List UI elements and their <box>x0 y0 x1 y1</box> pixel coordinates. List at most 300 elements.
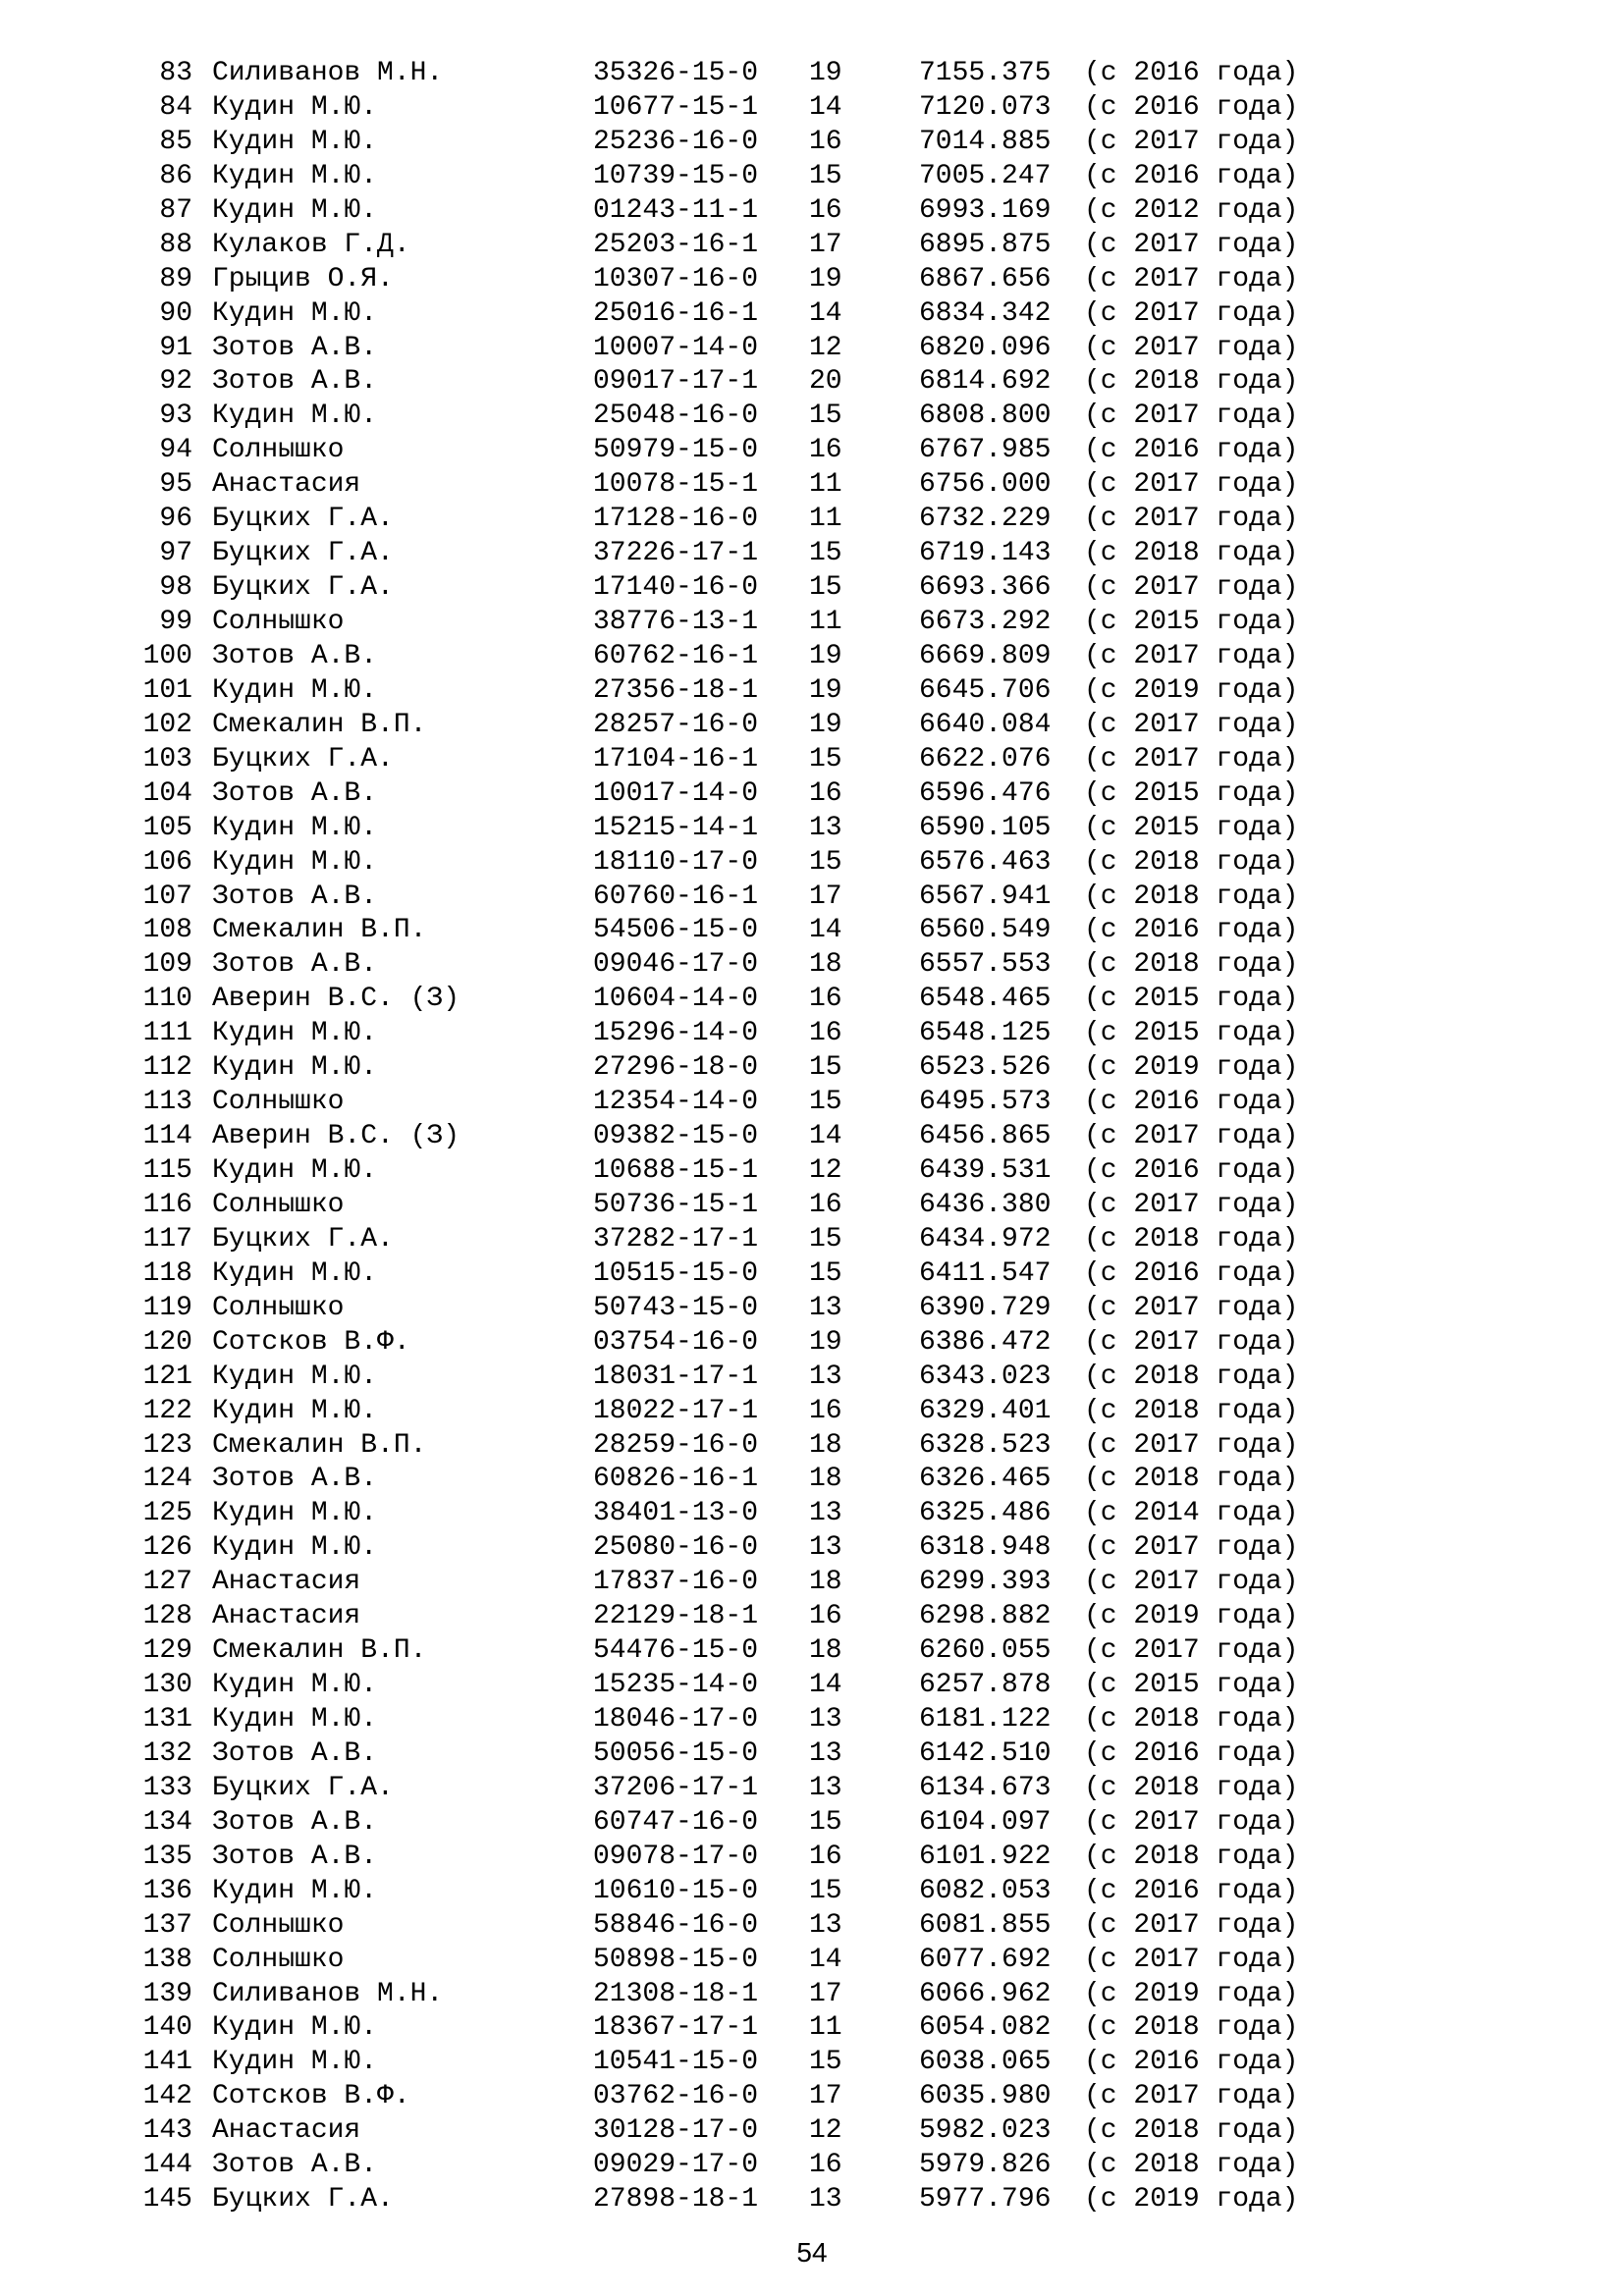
list-row <box>0 1257 1624 1292</box>
score-value: 6523.526 <box>919 1052 1052 1084</box>
record-code: 18367-17-1 <box>593 2012 759 2044</box>
count-value: 15 <box>809 1223 842 1255</box>
count-value: 15 <box>809 1257 842 1289</box>
list-row <box>0 606 1624 640</box>
score-value: 5979.826 <box>919 2150 1052 2181</box>
since-year: (с 2017 года) <box>1084 263 1299 294</box>
score-value: 6808.800 <box>919 400 1052 432</box>
since-year: (с 2017 года) <box>1084 229 1299 260</box>
list-row <box>0 537 1624 571</box>
author-name: Буцких Г.А. <box>212 743 394 774</box>
score-value: 6814.692 <box>919 366 1052 398</box>
author-name: Силиванов М.Н. <box>212 58 444 88</box>
score-value: 6260.055 <box>919 1635 1052 1667</box>
score-value: 6054.082 <box>919 2012 1052 2044</box>
row-number: 83 <box>159 58 192 88</box>
record-code: 09382-15-0 <box>593 1121 759 1152</box>
author-name: Кудин М.Ю. <box>212 1704 378 1735</box>
score-value: 6756.000 <box>919 469 1052 501</box>
since-year: (с 2019 года) <box>1084 1978 1299 2009</box>
record-code: 17104-16-1 <box>593 743 759 774</box>
author-name: Кудин М.Ю. <box>212 160 378 191</box>
since-year: (с 2017 года) <box>1084 469 1299 501</box>
score-value: 6329.401 <box>919 1395 1052 1426</box>
author-name: Аверин В.С. (З) <box>212 1121 460 1152</box>
record-code: 17140-16-0 <box>593 572 759 604</box>
row-number: 94 <box>159 435 192 466</box>
since-year: (с 2018 года) <box>1084 949 1299 981</box>
score-value: 7005.247 <box>919 160 1052 191</box>
record-code: 10610-15-0 <box>593 1875 759 1906</box>
row-number: 130 <box>142 1670 192 1701</box>
since-year: (с 2018 года) <box>1084 1395 1299 1426</box>
since-year: (с 2015 года) <box>1084 812 1299 843</box>
list-row <box>0 674 1624 709</box>
list-row <box>0 1017 1624 1051</box>
score-value: 6299.393 <box>919 1567 1052 1598</box>
row-number: 97 <box>159 538 192 569</box>
score-value: 6673.292 <box>919 607 1052 637</box>
record-code: 10017-14-0 <box>593 777 759 809</box>
row-number: 123 <box>142 1429 192 1461</box>
author-name: Буцких Г.А. <box>212 1223 394 1255</box>
list-row <box>0 400 1624 434</box>
since-year: (с 2018 года) <box>1084 2012 1299 2044</box>
count-value: 13 <box>809 1772 842 1803</box>
score-value: 6560.549 <box>919 915 1052 946</box>
count-value: 18 <box>809 1635 842 1667</box>
score-value: 6548.125 <box>919 1018 1052 1049</box>
author-name: Зотов А.В. <box>212 640 378 671</box>
score-value: 6590.105 <box>919 812 1052 843</box>
count-value: 13 <box>809 1532 842 1564</box>
record-code: 03754-16-0 <box>593 1326 759 1358</box>
author-name: Кудин М.Ю. <box>212 1052 378 1084</box>
since-year: (с 2019 года) <box>1084 1601 1299 1632</box>
count-value: 15 <box>809 1052 842 1084</box>
row-number: 109 <box>142 949 192 981</box>
author-name: Буцких Г.А. <box>212 1772 394 1803</box>
row-number: 118 <box>142 1257 192 1289</box>
row-number: 117 <box>142 1223 192 1255</box>
row-number: 136 <box>142 1875 192 1906</box>
record-code: 10515-15-0 <box>593 1257 759 1289</box>
author-name: Зотов А.В. <box>212 366 378 398</box>
count-value: 18 <box>809 1567 842 1598</box>
row-number: 129 <box>142 1635 192 1667</box>
record-code: 58846-16-0 <box>593 1909 759 1941</box>
record-code: 18022-17-1 <box>593 1395 759 1426</box>
count-value: 19 <box>809 1326 842 1358</box>
since-year: (с 2017 года) <box>1084 1292 1299 1323</box>
count-value: 15 <box>809 538 842 569</box>
author-name: Солнышко <box>212 1292 345 1323</box>
list-row <box>0 1634 1624 1669</box>
score-value: 6325.486 <box>919 1498 1052 1529</box>
count-value: 17 <box>809 2081 842 2112</box>
record-code: 17128-16-0 <box>593 504 759 535</box>
list-row <box>0 263 1624 297</box>
since-year: (с 2016 года) <box>1084 91 1299 123</box>
count-value: 13 <box>809 812 842 843</box>
row-number: 103 <box>142 743 192 774</box>
since-year: (с 2016 года) <box>1084 1737 1299 1769</box>
author-name: Кудин М.Ю. <box>212 91 378 123</box>
record-code: 30128-17-0 <box>593 2115 759 2147</box>
list-row <box>0 1429 1624 1464</box>
row-number: 111 <box>142 1018 192 1049</box>
list-row <box>0 1154 1624 1189</box>
author-name: Кудин М.Ю. <box>212 2012 378 2044</box>
list-row <box>0 1978 1624 2012</box>
author-name: Силиванов М.Н. <box>212 1978 444 2009</box>
record-code: 50743-15-0 <box>593 1292 759 1323</box>
count-value: 16 <box>809 984 842 1015</box>
score-value: 6820.096 <box>919 332 1052 363</box>
list-row <box>0 1944 1624 1978</box>
count-value: 13 <box>809 1909 842 1941</box>
count-value: 19 <box>809 674 842 706</box>
row-number: 134 <box>142 1806 192 1838</box>
author-name: Кудин М.Ю. <box>212 1498 378 1529</box>
author-name: Кудин М.Ю. <box>212 1875 378 1906</box>
record-code: 10078-15-1 <box>593 469 759 501</box>
row-number: 87 <box>159 194 192 226</box>
score-value: 6326.465 <box>919 1464 1052 1495</box>
author-name: Кудин М.Ю. <box>212 1532 378 1564</box>
record-code: 35326-15-0 <box>593 58 759 88</box>
author-name: Зотов А.В. <box>212 1737 378 1769</box>
list-row <box>0 709 1624 743</box>
since-year: (с 2016 года) <box>1084 1087 1299 1118</box>
record-code: 15296-14-0 <box>593 1018 759 1049</box>
since-year: (с 2012 года) <box>1084 194 1299 226</box>
record-code: 25203-16-1 <box>593 229 759 260</box>
score-value: 6142.510 <box>919 1737 1052 1769</box>
record-code: 38401-13-0 <box>593 1498 759 1529</box>
list-row <box>0 1737 1624 1772</box>
score-value: 6557.553 <box>919 949 1052 981</box>
row-number: 99 <box>159 607 192 637</box>
record-code: 38776-13-1 <box>593 607 759 637</box>
row-number: 108 <box>142 915 192 946</box>
row-number: 98 <box>159 572 192 604</box>
record-code: 10688-15-1 <box>593 1155 759 1186</box>
record-code: 18110-17-0 <box>593 846 759 878</box>
score-value: 6495.573 <box>919 1087 1052 1118</box>
record-code: 54506-15-0 <box>593 915 759 946</box>
count-value: 13 <box>809 1361 842 1392</box>
author-name: Смекалин В.П. <box>212 1429 427 1461</box>
score-value: 6669.809 <box>919 640 1052 671</box>
count-value: 17 <box>809 881 842 912</box>
count-value: 12 <box>809 1155 842 1186</box>
record-code: 54476-15-0 <box>593 1635 759 1667</box>
list-row <box>0 1292 1624 1326</box>
list-row <box>0 1772 1624 1806</box>
since-year: (с 2018 года) <box>1084 1704 1299 1735</box>
since-year: (с 2018 года) <box>1084 1772 1299 1803</box>
since-year: (с 2017 года) <box>1084 504 1299 535</box>
score-value: 7014.885 <box>919 126 1052 157</box>
author-name: Зотов А.В. <box>212 881 378 912</box>
author-name: Кулаков Г.Д. <box>212 229 410 260</box>
list-row <box>0 640 1624 674</box>
count-value: 13 <box>809 1704 842 1735</box>
score-value: 6732.229 <box>919 504 1052 535</box>
row-number: 112 <box>142 1052 192 1084</box>
count-value: 17 <box>809 1978 842 2009</box>
row-number: 125 <box>142 1498 192 1529</box>
count-value: 16 <box>809 1601 842 1632</box>
count-value: 14 <box>809 915 842 946</box>
author-name: Сотсков В.Ф. <box>212 1326 410 1358</box>
row-number: 105 <box>142 812 192 843</box>
record-code: 27898-18-1 <box>593 2184 759 2216</box>
list-row <box>0 2046 1624 2080</box>
since-year: (с 2015 года) <box>1084 777 1299 809</box>
score-value: 6257.878 <box>919 1670 1052 1701</box>
record-code: 18046-17-0 <box>593 1704 759 1735</box>
since-year: (с 2016 года) <box>1084 2047 1299 2078</box>
score-value: 6038.065 <box>919 2047 1052 2078</box>
row-number: 139 <box>142 1978 192 2009</box>
list-row <box>0 1669 1624 1703</box>
author-name: Солнышко <box>212 1909 345 1941</box>
since-year: (с 2017 года) <box>1084 1944 1299 1975</box>
since-year: (с 2018 года) <box>1084 1223 1299 1255</box>
author-name: Зотов А.В. <box>212 332 378 363</box>
score-value: 6035.980 <box>919 2081 1052 2112</box>
count-value: 16 <box>809 435 842 466</box>
record-code: 18031-17-1 <box>593 1361 759 1392</box>
list-row <box>0 948 1624 983</box>
record-code: 09078-17-0 <box>593 1841 759 1872</box>
count-value: 18 <box>809 949 842 981</box>
record-code: 50056-15-0 <box>593 1737 759 1769</box>
since-year: (с 2016 года) <box>1084 915 1299 946</box>
author-name: Кудин М.Ю. <box>212 1018 378 1049</box>
score-value: 6993.169 <box>919 194 1052 226</box>
list-row <box>0 571 1624 606</box>
list-row <box>0 1361 1624 1395</box>
author-name: Кудин М.Ю. <box>212 1670 378 1701</box>
count-value: 18 <box>809 1429 842 1461</box>
author-name: Кудин М.Ю. <box>212 126 378 157</box>
author-name: Кудин М.Ю. <box>212 2047 378 2078</box>
record-code: 01243-11-1 <box>593 194 759 226</box>
since-year: (с 2017 года) <box>1084 1326 1299 1358</box>
list-row <box>0 332 1624 366</box>
score-value: 6181.122 <box>919 1704 1052 1735</box>
since-year: (с 2017 года) <box>1084 743 1299 774</box>
list-row <box>0 1600 1624 1634</box>
record-code: 17837-16-0 <box>593 1567 759 1598</box>
record-code: 15235-14-0 <box>593 1670 759 1701</box>
row-number: 85 <box>159 126 192 157</box>
since-year: (с 2017 года) <box>1084 332 1299 363</box>
score-value: 6328.523 <box>919 1429 1052 1461</box>
row-number: 100 <box>142 640 192 671</box>
score-value: 6436.380 <box>919 1189 1052 1220</box>
count-value: 20 <box>809 366 842 398</box>
row-number: 145 <box>142 2184 192 2216</box>
count-value: 13 <box>809 1737 842 1769</box>
list-row <box>0 57 1624 91</box>
count-value: 13 <box>809 1498 842 1529</box>
row-number: 124 <box>142 1464 192 1495</box>
row-number: 122 <box>142 1395 192 1426</box>
record-code: 60826-16-1 <box>593 1464 759 1495</box>
since-year: (с 2017 года) <box>1084 1429 1299 1461</box>
list-row <box>0 229 1624 263</box>
score-value: 6081.855 <box>919 1909 1052 1941</box>
score-value: 6640.084 <box>919 709 1052 740</box>
count-value: 14 <box>809 91 842 123</box>
record-code: 37282-17-1 <box>593 1223 759 1255</box>
record-code: 10307-16-0 <box>593 263 759 294</box>
since-year: (с 2018 года) <box>1084 1361 1299 1392</box>
list-row <box>0 1120 1624 1154</box>
author-name: Смекалин В.П. <box>212 709 427 740</box>
since-year: (с 2017 года) <box>1084 640 1299 671</box>
since-year: (с 2015 года) <box>1084 607 1299 637</box>
score-value: 6082.053 <box>919 1875 1052 1906</box>
row-number: 144 <box>142 2150 192 2181</box>
row-number: 142 <box>142 2081 192 2112</box>
author-name: Кудин М.Ю. <box>212 674 378 706</box>
score-value: 6434.972 <box>919 1223 1052 1255</box>
since-year: (с 2017 года) <box>1084 1532 1299 1564</box>
since-year: (с 2016 года) <box>1084 1875 1299 1906</box>
score-value: 6895.875 <box>919 229 1052 260</box>
author-name: Аверин В.С. (З) <box>212 984 460 1015</box>
score-value: 6134.673 <box>919 1772 1052 1803</box>
score-value: 6390.729 <box>919 1292 1052 1323</box>
record-code: 10541-15-0 <box>593 2047 759 2078</box>
count-value: 19 <box>809 263 842 294</box>
row-number: 137 <box>142 1909 192 1941</box>
count-value: 11 <box>809 504 842 535</box>
list-row <box>0 983 1624 1017</box>
row-number: 116 <box>142 1189 192 1220</box>
author-name: Кудин М.Ю. <box>212 1395 378 1426</box>
list-row <box>0 365 1624 400</box>
count-value: 15 <box>809 1875 842 1906</box>
score-value: 6622.076 <box>919 743 1052 774</box>
record-code: 60760-16-1 <box>593 881 759 912</box>
since-year: (с 2016 года) <box>1084 58 1299 88</box>
count-value: 12 <box>809 2115 842 2147</box>
list-row <box>0 914 1624 948</box>
list-row <box>0 1703 1624 1737</box>
since-year: (с 2017 года) <box>1084 2081 1299 2112</box>
record-code: 28259-16-0 <box>593 1429 759 1461</box>
record-code: 50979-15-0 <box>593 435 759 466</box>
author-name: Грыцив О.Я. <box>212 263 394 294</box>
count-value: 16 <box>809 126 842 157</box>
since-year: (с 2018 года) <box>1084 538 1299 569</box>
since-year: (с 2018 года) <box>1084 2150 1299 2181</box>
count-value: 15 <box>809 400 842 432</box>
count-value: 17 <box>809 229 842 260</box>
row-number: 113 <box>142 1087 192 1118</box>
record-code: 50898-15-0 <box>593 1944 759 1975</box>
since-year: (с 2016 года) <box>1084 160 1299 191</box>
since-year: (с 2015 года) <box>1084 1670 1299 1701</box>
score-value: 6318.948 <box>919 1532 1052 1564</box>
author-name: Смекалин В.П. <box>212 1635 427 1667</box>
since-year: (с 2015 года) <box>1084 984 1299 1015</box>
list-row <box>0 881 1624 915</box>
count-value: 16 <box>809 1189 842 1220</box>
count-value: 16 <box>809 1395 842 1426</box>
author-name: Анастасия <box>212 2115 361 2147</box>
count-value: 16 <box>809 2150 842 2181</box>
record-code: 21308-18-1 <box>593 1978 759 2009</box>
row-number: 91 <box>159 332 192 363</box>
since-year: (с 2017 года) <box>1084 1567 1299 1598</box>
count-value: 18 <box>809 1464 842 1495</box>
author-name: Анастасия <box>212 469 361 501</box>
list-row <box>0 1806 1624 1841</box>
record-code: 12354-14-0 <box>593 1087 759 1118</box>
since-year: (с 2018 года) <box>1084 366 1299 398</box>
row-number: 115 <box>142 1155 192 1186</box>
score-value: 5977.796 <box>919 2184 1052 2216</box>
since-year: (с 2014 года) <box>1084 1498 1299 1529</box>
count-value: 11 <box>809 607 842 637</box>
record-code: 60762-16-1 <box>593 640 759 671</box>
list-row <box>0 1395 1624 1429</box>
since-year: (с 2017 года) <box>1084 400 1299 432</box>
record-code: 09017-17-1 <box>593 366 759 398</box>
list-row <box>0 2114 1624 2149</box>
author-name: Солнышко <box>212 1189 345 1220</box>
author-name: Зотов А.В. <box>212 1841 378 1872</box>
record-code: 25236-16-0 <box>593 126 759 157</box>
since-year: (с 2017 года) <box>1084 572 1299 604</box>
author-name: Солнышко <box>212 435 345 466</box>
list-row <box>0 2149 1624 2183</box>
list-row <box>0 1051 1624 1086</box>
row-number: 119 <box>142 1292 192 1323</box>
list-row <box>0 2011 1624 2046</box>
score-value: 7120.073 <box>919 91 1052 123</box>
list-row <box>0 503 1624 537</box>
author-name: Буцких Г.А. <box>212 538 394 569</box>
score-value: 5982.023 <box>919 2115 1052 2147</box>
since-year: (с 2019 года) <box>1084 2184 1299 2216</box>
record-code: 10739-15-0 <box>593 160 759 191</box>
row-number: 93 <box>159 400 192 432</box>
author-name: Зотов А.В. <box>212 1806 378 1838</box>
count-value: 15 <box>809 1806 842 1838</box>
count-value: 16 <box>809 1018 842 1049</box>
count-value: 13 <box>809 1292 842 1323</box>
count-value: 14 <box>809 297 842 329</box>
list-row <box>0 812 1624 846</box>
score-value: 6066.962 <box>919 1978 1052 2009</box>
page-number: 54 <box>796 2237 828 2268</box>
count-value: 15 <box>809 846 842 878</box>
count-value: 19 <box>809 58 842 88</box>
row-number: 86 <box>159 160 192 191</box>
count-value: 14 <box>809 1944 842 1975</box>
score-value: 6439.531 <box>919 1155 1052 1186</box>
list-row <box>0 434 1624 468</box>
list-row <box>0 846 1624 881</box>
